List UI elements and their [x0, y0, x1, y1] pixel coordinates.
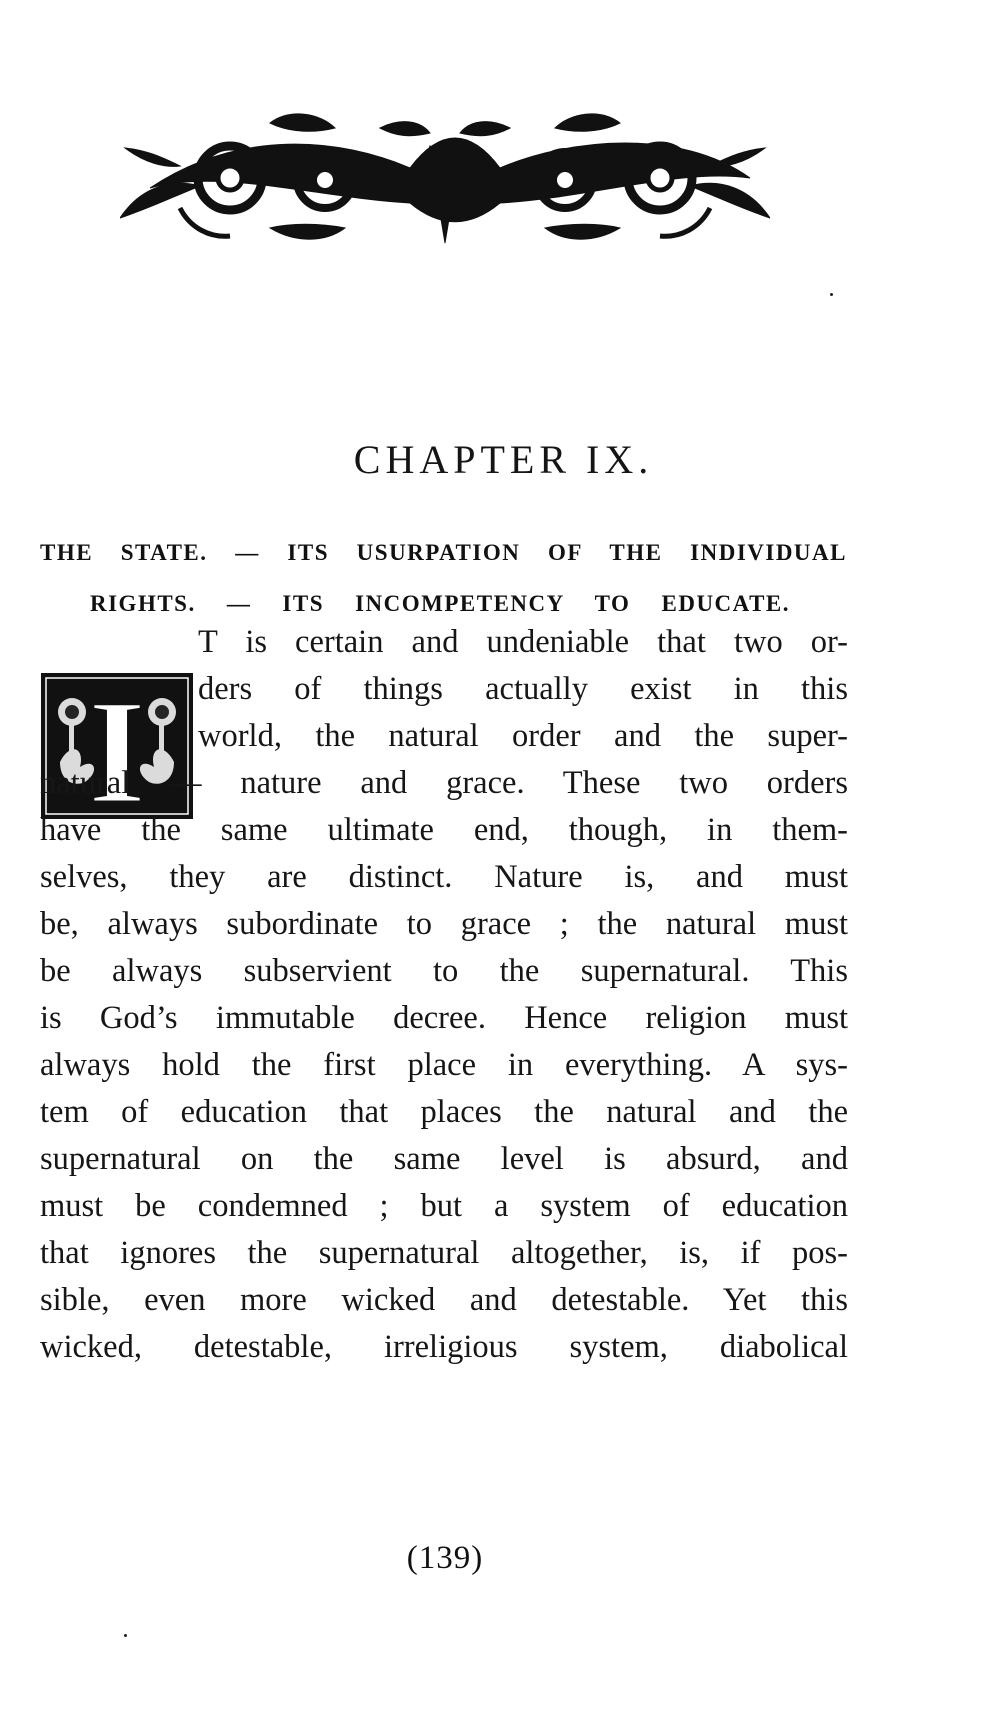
body-line: selves, they are distinct. Nature is, and must	[40, 859, 848, 895]
body-line: tem of education that places the natural and the	[40, 1094, 848, 1130]
drop-cap-letter: I	[87, 672, 147, 820]
body-line: T is certain and undeniable that two or-	[198, 624, 848, 660]
body-line: be always subservient to the supernatural. This	[40, 953, 848, 989]
body-line: natural — nature and grace. These two orders	[40, 765, 848, 801]
body-line: must be condemned ; but a system of education	[40, 1188, 848, 1224]
body-line: be, always subordinate to grace ; the natural must	[40, 906, 848, 942]
page-number: (139)	[406, 1540, 484, 1576]
chapter-heading: CHAPTER IX.	[353, 437, 654, 482]
body-line: ders of things actually exist in this	[198, 671, 848, 707]
body-line: have the same ultimate end, though, in them-	[40, 812, 848, 848]
body-line: is God’s immutable decree. Hence religion must	[40, 1000, 848, 1036]
body-line: that ignores the supernatural altogether, is, if pos-	[40, 1235, 848, 1271]
body-line: sible, even more wicked and detestable. Yet this	[40, 1282, 848, 1318]
floral-headpiece-ornament	[120, 108, 770, 258]
body-line: always hold the first place in everything. A sys-	[40, 1047, 848, 1083]
body-line: world, the natural order and the super-	[198, 718, 848, 754]
print-speck	[124, 1634, 127, 1637]
print-speck	[830, 293, 833, 296]
chapter-subtitle-line-1: THE STATE. — ITS USURPATION OF THE INDIVIDUAL	[40, 540, 847, 565]
body-line: wicked, detestable, irreligious system, diabolical	[40, 1329, 848, 1365]
body-line: supernatural on the same level is absurd, and	[40, 1141, 848, 1177]
chapter-subtitle-line-2: RIGHTS. — ITS INCOMPETENCY TO EDUCATE.	[90, 591, 790, 616]
